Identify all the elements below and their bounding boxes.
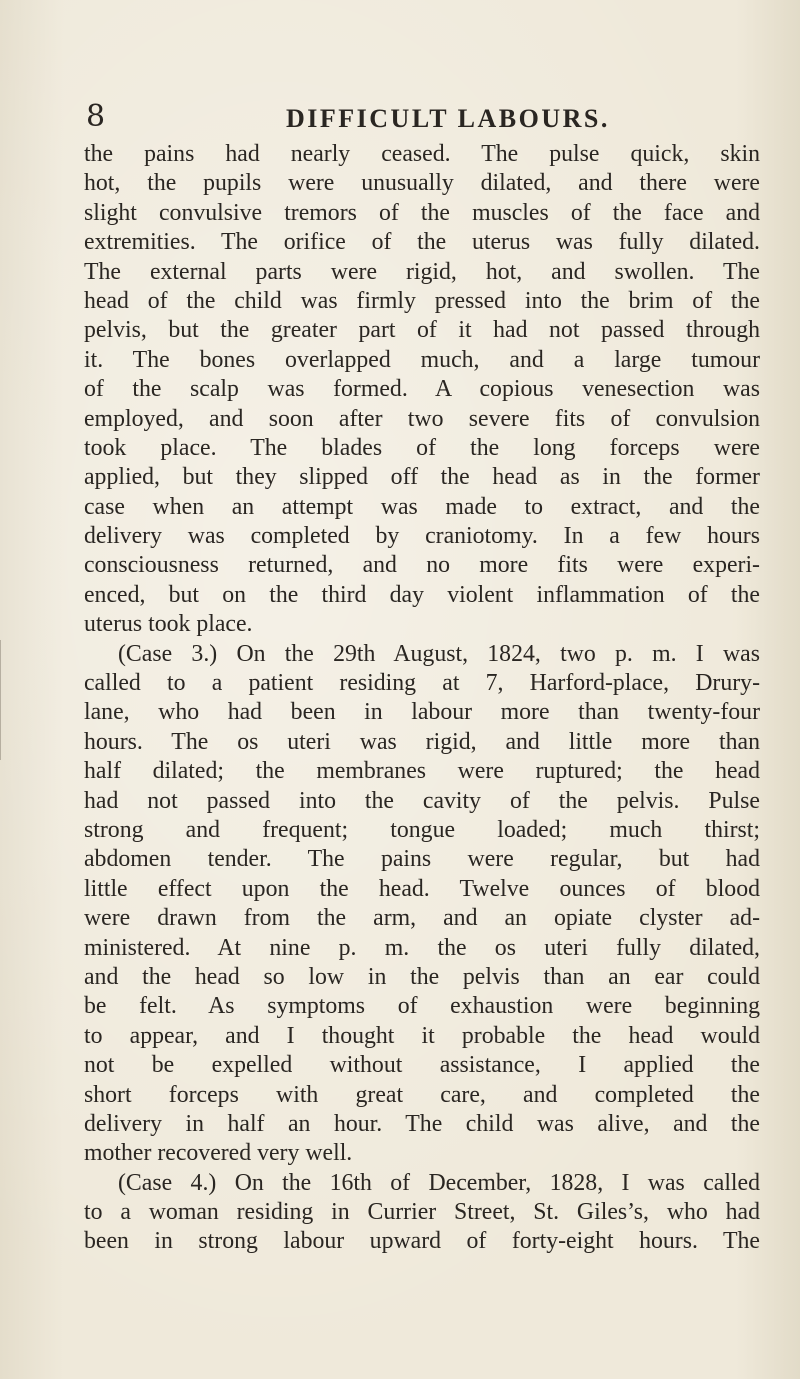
text-line: consciousness returned, and no more fits were experi- bbox=[84, 552, 760, 579]
text-line: employed, and soon after two severe fits of convulsion bbox=[84, 405, 760, 432]
text-line: (Case 3.) On the 29th August, 1824, two p. m. I was bbox=[118, 640, 760, 667]
text-line: not be expelled without assistance, I applied the bbox=[84, 1052, 760, 1079]
text-line: ministered. At nine p. m. the os uteri fully dilated, bbox=[84, 934, 760, 961]
text-line: the pains had nearly ceased. The pulse quick, skin bbox=[84, 141, 760, 167]
text-line: lane, who had been in labour more than twenty-four bbox=[84, 699, 760, 726]
page-number: 8 bbox=[86, 99, 106, 134]
text-line: (Case 4.) On the 16th of December, 1828, I was called bbox=[118, 1169, 760, 1196]
margin-shadow-line bbox=[0, 640, 1, 760]
text-line: mother recovered very well. bbox=[84, 1140, 353, 1167]
text-line: short forceps with great care, and completed the bbox=[84, 1081, 760, 1108]
text-line: called to a patient residing at 7, Harford-place, Drury- bbox=[84, 670, 760, 697]
text-line: be felt. As symptoms of exhaustion were beginning bbox=[84, 993, 760, 1020]
text-line: were drawn from the arm, and an opiate clyster ad- bbox=[84, 905, 760, 932]
text-line: it. The bones overlapped much, and a large tumour bbox=[84, 346, 760, 373]
page-header bbox=[86, 100, 754, 140]
text-line: delivery in half an hour. The child was alive, and the bbox=[84, 1110, 760, 1137]
text-line: little effect upon the head. Twelve ounces of blood bbox=[84, 875, 760, 902]
text-line: hot, the pupils were unusually dilated, and there were bbox=[84, 170, 760, 197]
running-title: DIFFICULT LABOURS. bbox=[286, 104, 610, 133]
text-line: to a woman residing in Currier Street, St. Giles’s, who had bbox=[84, 1199, 760, 1226]
text-line: strong and frequent; tongue loaded; much thirst; bbox=[84, 816, 760, 843]
text-line: abdomen tender. The pains were regular, but had bbox=[84, 846, 760, 873]
text-line: enced, but on the third day violent inflammation of the bbox=[84, 581, 760, 608]
text-line: head of the child was firmly pressed into the brim of the bbox=[84, 287, 760, 314]
text-line: had not passed into the cavity of the pelvis. Pulse bbox=[84, 787, 760, 814]
body-text bbox=[84, 140, 760, 1257]
text-line: pelvis, but the greater part of it had not passed through bbox=[84, 317, 760, 344]
text-line: uterus took place. bbox=[84, 611, 253, 638]
text-line: extremities. The orifice of the uterus was fully dilated. bbox=[84, 229, 760, 256]
text-line: The external parts were rigid, hot, and swollen. The bbox=[84, 258, 760, 285]
text-line: of the scalp was formed. A copious venesection was bbox=[84, 376, 760, 403]
text-line: delivery was completed by craniotomy. In a few hours bbox=[84, 523, 760, 550]
text-line: applied, but they slipped off the head as in the former bbox=[84, 464, 760, 491]
text-line: and the head so low in the pelvis than an ear could bbox=[84, 963, 760, 990]
text-line: half dilated; the membranes were ruptured; the head bbox=[84, 758, 760, 785]
text-line: case when an attempt was made to extract, and the bbox=[84, 493, 760, 520]
text-line: took place. The blades of the long forceps were bbox=[84, 434, 760, 461]
text-line: hours. The os uteri was rigid, and little more than bbox=[84, 728, 760, 755]
text-line: been in strong labour upward of forty-eight hours. The bbox=[84, 1228, 760, 1255]
text-line: slight convulsive tremors of the muscles of the face and bbox=[84, 199, 760, 226]
text-line: to appear, and I thought it probable the head would bbox=[84, 1022, 760, 1049]
